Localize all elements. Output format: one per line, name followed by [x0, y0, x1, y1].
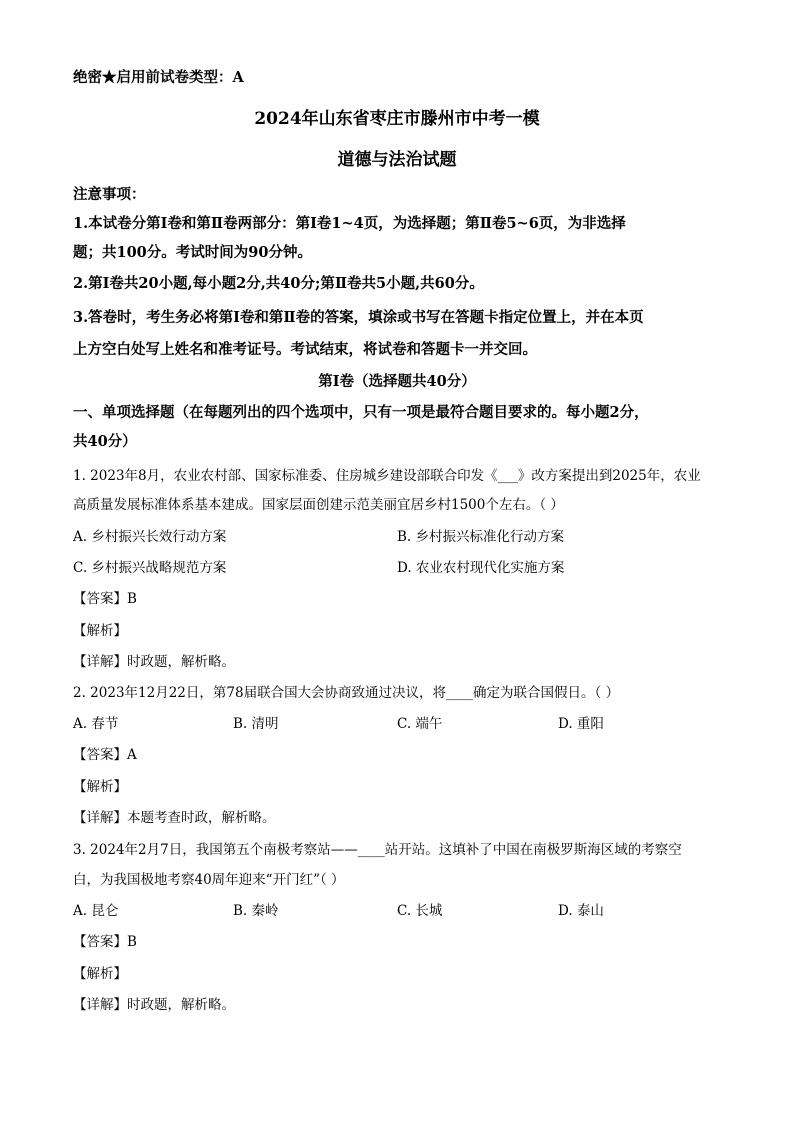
section-heading-line-1: 一、单项选择题（在每题列出的四个选项中，只有一项是最符合题目要求的。每小题2分， — [73, 404, 649, 421]
question-1-option-d: D. 农业农村现代化实施方案 — [397, 560, 565, 576]
notice-item-1-line-2: 题；共100分。考试时间为90分钟。 — [73, 244, 312, 261]
notice-heading: 注意事项： — [73, 186, 146, 203]
question-3-option-c: C. 长城 — [397, 903, 443, 919]
question-3-stem-line-2: 白，为我国极地考察40周年迎来“开门红”（ ） — [73, 872, 345, 888]
question-3-option-b: B. 秦岭 — [233, 903, 279, 919]
notice-item-1-line-1: 1.本试卷分第Ⅰ卷和第Ⅱ卷两部分：第Ⅰ卷1~4页，为选择题；第Ⅱ卷5~6页，为非选择 — [73, 215, 626, 232]
question-2-option-d: D. 重阳 — [558, 716, 604, 732]
question-1-stem-line-2: 高质量发展标准体系基本建成。国家层面创建示范美丽宜居乡村1500个左右。（ ） — [73, 497, 564, 513]
question-1-option-a: A. 乡村振兴长效行动方案 — [73, 529, 227, 545]
question-1-option-b: B. 乡村振兴标准化行动方案 — [397, 529, 565, 545]
question-1-stem-line-1: 1. 2023年8月，农业农村部、国家标准委、住房城乡建设部联合印发《___》改方案提出到2025年，农业 — [73, 468, 701, 484]
question-3-option-a: A. 昆仑 — [73, 903, 119, 919]
question-2-analysis: 【解析】 — [73, 779, 127, 795]
question-1-analysis: 【解析】 — [73, 623, 127, 639]
question-1-detail: 【详解】时政题，解析略。 — [73, 654, 235, 670]
exam-subtitle: 道德与法治试题 — [337, 150, 457, 170]
question-2-detail: 【详解】本题考查时政，解析略。 — [73, 810, 276, 826]
question-3-option-d: D. 泰山 — [558, 903, 604, 919]
question-3-answer: 【答案】B — [73, 934, 137, 950]
exam-title: 2024年山东省枣庄市滕州市中考一模 — [254, 109, 540, 129]
notice-item-3-line-2: 上方空白处写上姓名和准考证号。考试结束，将试卷和答题卡一并交回。 — [73, 341, 537, 358]
notice-item-3-line-1: 3.答卷时，考生务必将第Ⅰ卷和第Ⅱ卷的答案，填涂或书写在答题卡指定位置上，并在本页 — [73, 309, 644, 326]
part-title: 第Ⅰ卷（选择题共40分） — [318, 373, 476, 390]
question-1-answer: 【答案】B — [73, 591, 137, 607]
question-2-stem-line-1: 2. 2023年12月22日，第78届联合国大会协商致通过决议，将____确定为联合国假日。（ ） — [73, 685, 620, 701]
question-2-option-a: A. 春节 — [73, 716, 119, 732]
question-3-analysis: 【解析】 — [73, 966, 127, 982]
question-2-answer: 【答案】A — [73, 747, 137, 763]
section-heading-line-2: 共40分） — [73, 433, 137, 450]
notice-item-2: 2.第Ⅰ卷共20小题,每小题2分,共40分;第Ⅱ卷共5小题,共60分。 — [73, 275, 484, 292]
question-2-option-b: B. 清明 — [233, 716, 279, 732]
question-3-stem-line-1: 3. 2024年2月7日，我国第五个南极考察站——____站开站。这填补了中国在南极罗斯海区域的考察空 — [73, 842, 682, 858]
question-1-option-c: C. 乡村振兴战略规范方案 — [73, 560, 227, 576]
confidential-label: 绝密★启用前试卷类型：A — [73, 69, 244, 86]
question-2-option-c: C. 端午 — [397, 716, 443, 732]
question-3-detail: 【详解】时政题，解析略。 — [73, 997, 235, 1013]
